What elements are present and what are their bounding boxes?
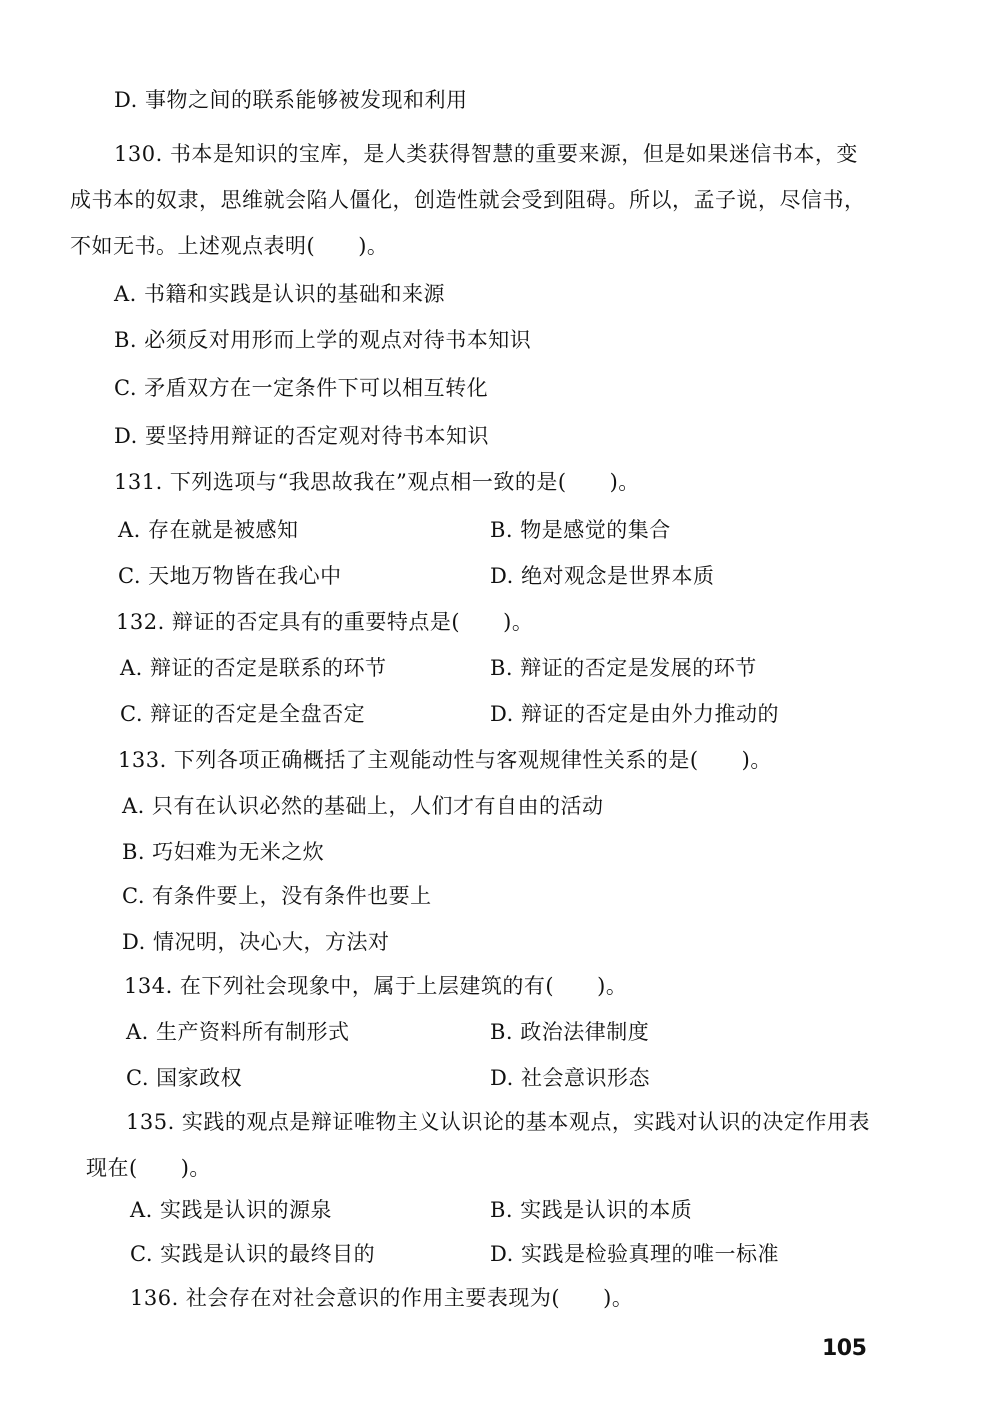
q130-stem-line-3: 不如无书。上述观点表明( )。 bbox=[70, 234, 389, 258]
page-number: 105 bbox=[822, 1336, 867, 1361]
q134-option-d: D. 社会意识形态 bbox=[490, 1066, 650, 1090]
q130-option-d: D. 要坚持用辩证的否定观对待书本知识 bbox=[114, 424, 489, 448]
q130-option-c: C. 矛盾双方在一定条件下可以相互转化 bbox=[114, 376, 489, 400]
q131-option-a: A. 存在就是被感知 bbox=[118, 518, 299, 542]
q133-option-b: B. 巧妇难为无米之炊 bbox=[122, 840, 325, 864]
q135-option-d: D. 实践是检验真理的唯一标准 bbox=[490, 1242, 779, 1266]
q132-stem: 132. 辩证的否定具有的重要特点是( )。 bbox=[116, 610, 534, 634]
q131-option-b: B. 物是感觉的集合 bbox=[490, 518, 671, 542]
q130-option-a: A. 书籍和实践是认识的基础和来源 bbox=[114, 282, 446, 306]
q131-option-d: D. 绝对观念是世界本质 bbox=[490, 564, 715, 588]
q134-stem: 134. 在下列社会现象中，属于上层建筑的有( )。 bbox=[124, 974, 628, 998]
q130-option-b: B. 必须反对用形而上学的观点对待书本知识 bbox=[114, 328, 532, 352]
q132-option-c: C. 辩证的否定是全盘否定 bbox=[120, 702, 366, 726]
q132-option-d: D. 辩证的否定是由外力推动的 bbox=[490, 702, 779, 726]
q134-option-b: B. 政治法律制度 bbox=[490, 1020, 650, 1044]
q135-option-a: A. 实践是认识的源泉 bbox=[130, 1198, 333, 1222]
q136-stem: 136. 社会存在对社会意识的作用主要表现为( )。 bbox=[130, 1286, 634, 1310]
q135-stem-line-2: 现在( )。 bbox=[86, 1156, 211, 1180]
q130-stem-line-1: 130. 书本是知识的宝库，是人类获得智慧的重要来源，但是如果迷信书本，变 bbox=[114, 142, 858, 166]
q134-option-c: C. 国家政权 bbox=[126, 1066, 243, 1090]
q133-option-a: A. 只有在认识必然的基础上，人们才有自由的活动 bbox=[122, 794, 604, 818]
q135-option-c: C. 实践是认识的最终目的 bbox=[130, 1242, 376, 1266]
q130-stem-line-2: 成书本的奴隶，思维就会陷人僵化，创造性就会受到阻碍。所以，孟子说，尽信书， bbox=[70, 188, 866, 212]
q131-stem: 131. 下列选项与“我思故我在”观点相一致的是( )。 bbox=[114, 470, 640, 494]
q133-stem: 133. 下列各项正确概括了主观能动性与客观规律性关系的是( )。 bbox=[118, 748, 772, 772]
q135-stem-line-1: 135. 实践的观点是辩证唯物主义认识论的基本观点，实践对认识的决定作用表 bbox=[126, 1110, 870, 1134]
q134-option-a: A. 生产资料所有制形式 bbox=[126, 1020, 350, 1044]
q132-option-a: A. 辩证的否定是联系的环节 bbox=[120, 656, 387, 680]
q133-option-d: D. 情况明，决心大，方法对 bbox=[122, 930, 390, 954]
q132-option-b: B. 辩证的否定是发展的环节 bbox=[490, 656, 757, 680]
q135-option-b: B. 实践是认识的本质 bbox=[490, 1198, 693, 1222]
q129-option-d: D. 事物之间的联系能够被发现和利用 bbox=[114, 88, 468, 112]
q131-option-c: C. 天地万物皆在我心中 bbox=[118, 564, 342, 588]
q133-option-c: C. 有条件要上，没有条件也要上 bbox=[122, 884, 432, 908]
